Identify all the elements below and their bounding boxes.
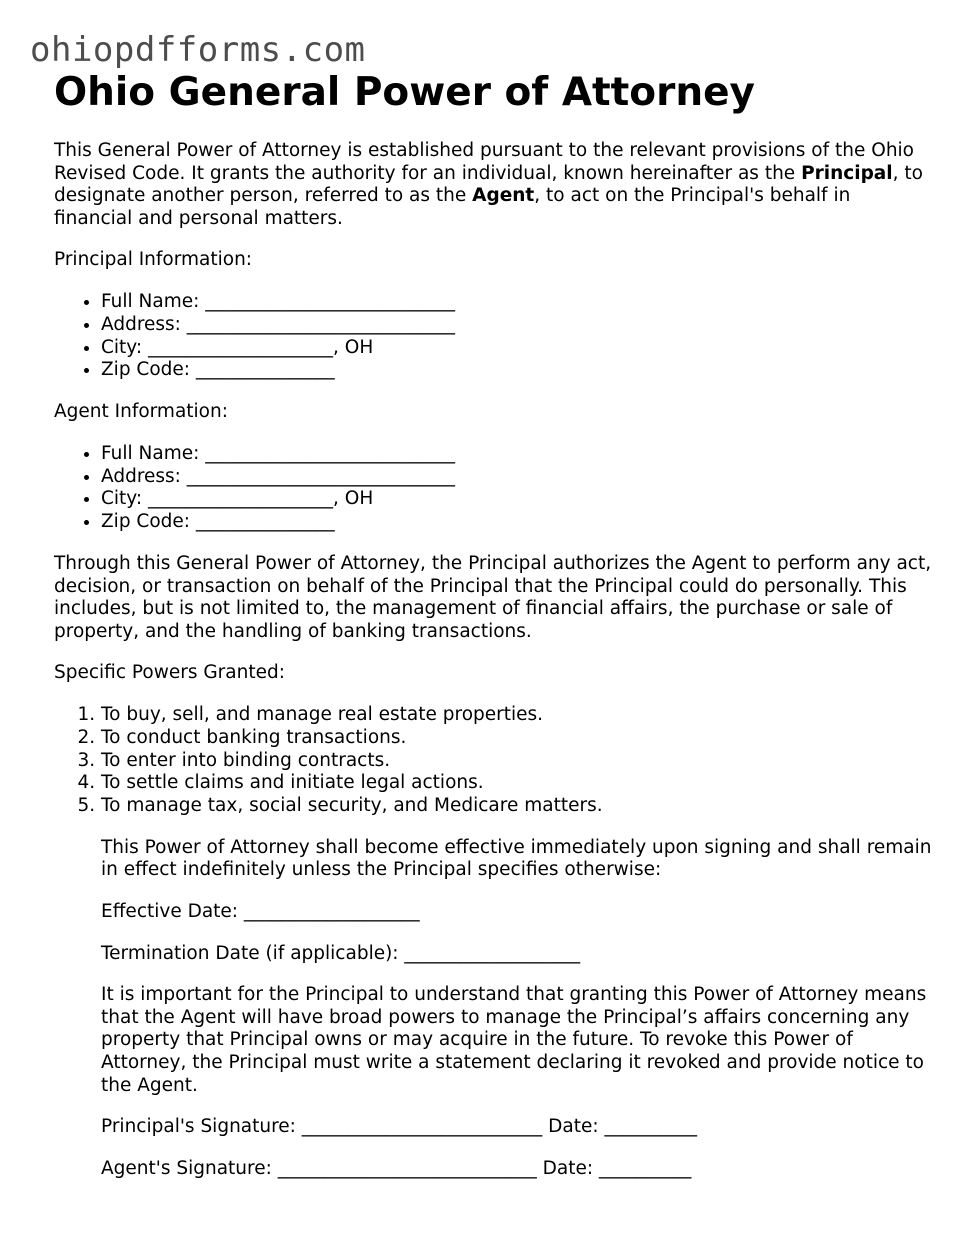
powers-label: Specific Powers Granted: [54,662,285,684]
agent-info-label: Agent Information: [54,401,228,423]
principal-city-field[interactable]: • City: ____________________, OH [101,337,934,360]
authorization-paragraph: Through this General Power of Attorney, the Principal authorizes the Agent to perform any act, decision, or transaction on behalf of the Principal that the Principal could do personally. This includes, but is not limited to, the management of financial affairs, the purchase or sale of property, and the handling of banking transactions. [54,552,932,642]
termination-date-field[interactable]: Termination Date (if applicable): ___________________ [101,942,581,964]
power-item: 4. To settle claims and initiate legal actions. [101,772,934,795]
principal-full-name-field[interactable]: • Full Name: ___________________________ [101,291,934,314]
principal-info-label: Principal Information: [54,249,253,271]
agent-term: Agent [472,185,535,207]
power-item: 5. To manage tax, social security, and Medicare matters. [101,795,934,818]
principal-signature-line[interactable]: Principal's Signature: __________________________ Date: __________ [101,1116,698,1138]
agent-city-field[interactable]: • City: ____________________, OH [101,488,934,511]
intro-paragraph [54,140,934,230]
agent-zip-field[interactable]: • Zip Code: _______________ [101,511,934,534]
power-item: 2. To conduct banking transactions. [101,727,934,750]
agent-signature-line[interactable]: Agent's Signature: ____________________________ Date: __________ [101,1157,692,1179]
understanding-paragraph: It is important for the Principal to understand that granting this Power of Attorney means that the Agent will have broad powers to manage the Principal’s affairs concerning any property that Principal owns or may acquire in the future. To revoke this Power of Attorney, the Principal must write a statement declaring it revoked and provide notice to the Agent. [101,984,927,1096]
effective-date-field[interactable]: Effective Date: ___________________ [101,901,420,923]
agent-address-field[interactable]: • Address: _____________________________ [101,466,934,489]
document-title: Ohio General Power of Attorney [54,70,755,115]
principal-term: Principal [801,162,893,184]
indented-section [54,837,934,1181]
agent-full-name-field[interactable]: • Full Name: ___________________________ [101,443,934,466]
principal-address-field[interactable]: • Address: _____________________________ [101,314,934,337]
principal-zip-field[interactable]: • Zip Code: _______________ [101,359,934,382]
agent-info-list [54,443,934,534]
effective-paragraph: This Power of Attorney shall become effective immediately upon signing and shall remain in effect indefinitely unless the Principal specifies otherwise: [101,836,932,881]
powers-list [54,704,934,818]
site-watermark: ohiopdfforms.com [30,30,366,70]
intro-text-2: , to designate another person, referred to as the [54,162,923,207]
power-item: 3. To enter into binding contracts. [101,750,934,773]
principal-info-list [54,291,934,382]
power-item: 1. To buy, sell, and manage real estate properties. [101,704,934,727]
document-page [54,70,934,1180]
intro-text-1: This General Power of Attorney is established pursuant to the relevant provisions of the Ohio Revised Code. It grants the authority for an individual, known hereinafter as the [54,140,914,184]
intro-text-3: , to act on the Principal's behalf in financial and personal matters. [54,185,851,229]
